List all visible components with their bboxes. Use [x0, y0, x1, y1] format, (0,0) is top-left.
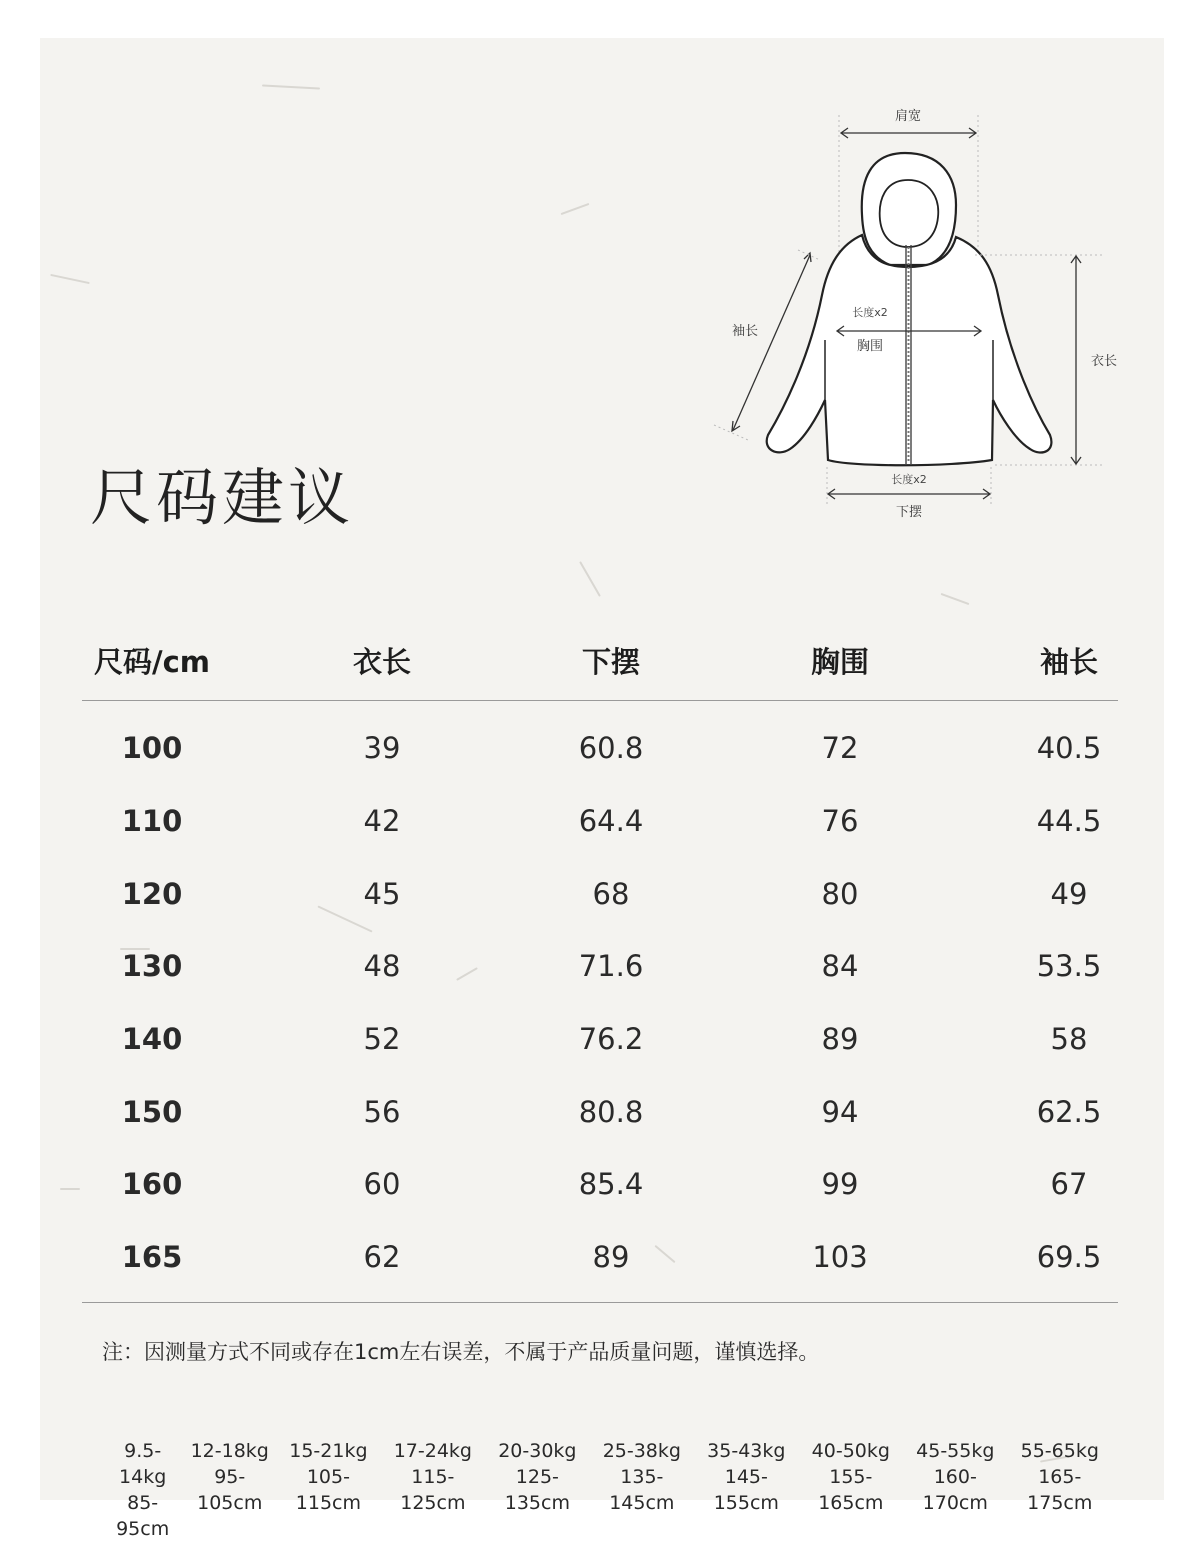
- measure-cell: 45: [363, 876, 401, 911]
- measure-cell: 58: [1050, 1022, 1088, 1057]
- chest-label: 胸围: [856, 339, 884, 354]
- measure-cell: 44.5: [1036, 804, 1102, 839]
- measure-cell: 68: [592, 876, 630, 911]
- size-range: [590, 1438, 694, 1542]
- paper-fiber: [561, 203, 590, 215]
- table-row: [82, 930, 1118, 1003]
- sleeve-label: 袖长: [731, 324, 759, 339]
- measure-cell: 76: [821, 804, 859, 839]
- measure-cell: 67: [1050, 1167, 1088, 1202]
- paper-fiber: [262, 84, 320, 89]
- size-range: [799, 1438, 903, 1542]
- size-range: [183, 1438, 276, 1542]
- measure-cell: 53.5: [1036, 949, 1102, 984]
- height-range: 125-135cm: [504, 1466, 570, 1514]
- size-range: [903, 1438, 1007, 1542]
- paper-fiber: [941, 593, 970, 605]
- measure-cell: 48: [363, 949, 401, 984]
- height-range: 105-115cm: [295, 1466, 361, 1514]
- size-table: [82, 620, 1118, 1303]
- measure-cell: 60: [363, 1167, 401, 1202]
- page-title: 尺码建议: [90, 461, 355, 534]
- measure-cell: 89: [821, 1022, 859, 1057]
- column-header: 胸围: [810, 644, 869, 679]
- measure-cell: 60.8: [578, 731, 644, 766]
- table-row: [82, 785, 1118, 858]
- weight-range: 55-65kg: [1020, 1440, 1099, 1462]
- height-range: 165-175cm: [1027, 1466, 1093, 1514]
- height-range: 145-155cm: [713, 1466, 779, 1514]
- jacket-illustration: [700, 95, 1120, 535]
- size-range: [276, 1438, 380, 1542]
- measure-cell: 84: [821, 949, 859, 984]
- size-cell: 165: [121, 1240, 183, 1275]
- table-row: [82, 857, 1118, 930]
- table-body: [82, 701, 1118, 1303]
- size-ranges: [102, 1438, 1112, 1542]
- weight-range: 20-30kg: [498, 1440, 577, 1462]
- size-cell: 140: [121, 1022, 183, 1057]
- shoulder-label: 肩宽: [894, 109, 922, 124]
- hem-half-label: 长度x2: [891, 473, 927, 486]
- measure-cell: 80.8: [578, 1094, 644, 1129]
- measure-cell: 99: [821, 1167, 859, 1202]
- height-range: 85-95cm: [116, 1492, 170, 1540]
- measure-cell: 72: [821, 731, 859, 766]
- column-header: 下摆: [581, 644, 640, 679]
- jacket-diagram: [700, 95, 1120, 535]
- table-row: [82, 712, 1118, 785]
- weight-range: 9.5-14kg: [119, 1440, 167, 1488]
- weight-range: 25-38kg: [602, 1440, 681, 1462]
- weight-range: 45-55kg: [916, 1440, 995, 1462]
- table-row: [82, 1148, 1118, 1221]
- measure-cell: 62.5: [1036, 1094, 1102, 1129]
- size-range: [485, 1438, 589, 1542]
- size-cell: 100: [121, 731, 183, 766]
- table-row: [82, 1075, 1118, 1148]
- size-cell: 160: [121, 1167, 183, 1202]
- weight-range: 40-50kg: [811, 1440, 890, 1462]
- measure-cell: 76.2: [578, 1022, 644, 1057]
- sleeve-guide-bottom: [714, 425, 748, 440]
- height-range: 95-105cm: [197, 1466, 263, 1514]
- measure-cell: 103: [812, 1240, 868, 1275]
- weight-range: 12-18kg: [190, 1440, 269, 1462]
- measure-cell: 49: [1050, 876, 1088, 911]
- measure-cell: 42: [363, 804, 401, 839]
- table-row: [82, 1221, 1118, 1294]
- weight-range: 15-21kg: [289, 1440, 368, 1462]
- weight-range: 17-24kg: [393, 1440, 472, 1462]
- column-header: 尺码/cm: [93, 644, 210, 679]
- measure-cell: 56: [363, 1094, 401, 1129]
- column-header: 衣长: [352, 644, 411, 679]
- weight-range: 35-43kg: [707, 1440, 786, 1462]
- measure-cell: 69.5: [1036, 1240, 1102, 1275]
- measure-cell: 40.5: [1036, 731, 1102, 766]
- hood-opening: [880, 180, 939, 247]
- size-cell: 130: [121, 949, 183, 984]
- paper-fiber: [579, 561, 601, 597]
- measure-cell: 94: [821, 1094, 859, 1129]
- length-label: 衣长: [1090, 354, 1118, 369]
- measure-cell: 52: [363, 1022, 401, 1057]
- size-range: [1008, 1438, 1112, 1542]
- measure-cell: 89: [592, 1240, 630, 1275]
- size-range: [694, 1438, 798, 1542]
- table-header: [82, 620, 1118, 701]
- jacket-body: [767, 235, 1052, 465]
- measure-cell: 62: [363, 1240, 401, 1275]
- size-cell: 110: [121, 804, 183, 839]
- size-cell: 120: [121, 876, 183, 911]
- measure-cell: 39: [363, 731, 401, 766]
- height-range: 155-165cm: [818, 1466, 884, 1514]
- measure-cell: 71.6: [578, 949, 644, 984]
- height-range: 135-145cm: [609, 1466, 675, 1514]
- paper-fiber: [50, 274, 90, 284]
- chest-half-label: 长度x2: [852, 306, 888, 319]
- measure-cell: 80: [821, 876, 859, 911]
- column-header: 袖长: [1039, 644, 1098, 679]
- table-row: [82, 1003, 1118, 1076]
- hem-label: 下摆: [895, 505, 923, 520]
- measure-cell: 64.4: [578, 804, 644, 839]
- measure-cell: 85.4: [578, 1167, 644, 1202]
- height-range: 160-170cm: [922, 1466, 988, 1514]
- size-range: [381, 1438, 485, 1542]
- size-cell: 150: [121, 1094, 183, 1129]
- height-range: 115-125cm: [400, 1466, 466, 1514]
- size-note: 注：因测量方式不同或存在1cm左右误差，不属于产品质量问题，谨慎选择。: [102, 1340, 820, 1364]
- size-range: [102, 1438, 183, 1542]
